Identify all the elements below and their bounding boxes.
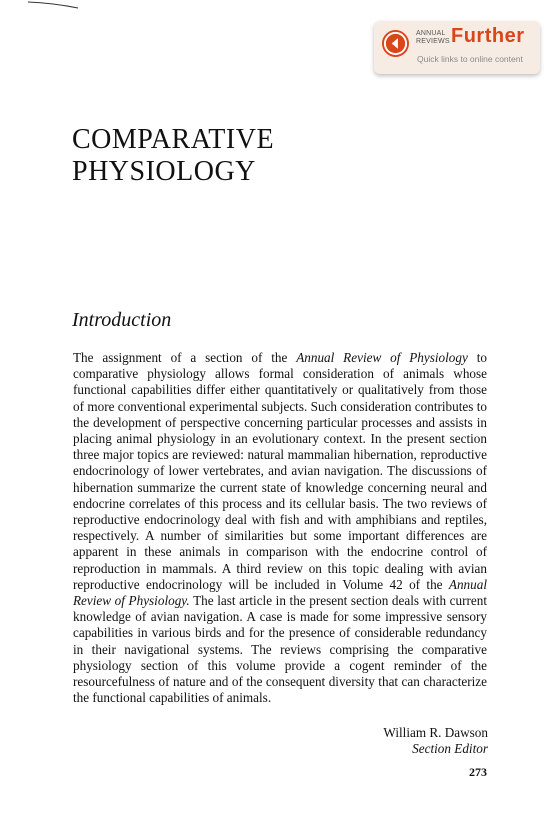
author-name: William R. Dawson	[383, 725, 488, 740]
body-journal-ref-1: Annual Review of Physiology	[296, 350, 468, 365]
body-text-1: The assignment of a section of the	[73, 350, 297, 365]
section-heading: Introduction	[72, 309, 172, 331]
badge-line2: REVIEWS	[416, 38, 450, 45]
body-text-2: to comparative physiology allows formal consideration of animals whose functional capabilities differ either quantitatively or qualitatively from those of more conventional experimental subjects. Such consideration contributes to the development of perspective concerning particular processes and assists in placing animal physiology in an evolutionary context. In the present section three major topics are reviewed: natural mammalian hibernation, reproductive endocrinology of lower vertebrates, and avian navigation. The discussions of hibernation summarize the current state of knowledge concerning neural and endocrine correlates of this process and its cellular basis. The two reviews of reproductive endocrinology deal with fish and with amphibians and reptiles, respectively. A number of similarities but some important differences are apparent in these animals in comparison with the endocrine control of reproduction in mammals. A third review on this topic dealing with avian reproductive endocrinology will be included in Volume 42 of the	[73, 350, 487, 592]
title-line1: COMPARATIVE	[72, 124, 275, 155]
corner-rule-mark	[28, 0, 80, 10]
further-brand: Further	[451, 25, 525, 47]
annual-reviews-wordmark	[416, 30, 450, 46]
author-role: Section Editor	[412, 741, 488, 756]
annual-reviews-further-badge[interactable]	[374, 21, 540, 74]
badge-line1: ANNUAL	[416, 30, 446, 37]
body-journal-ref-2: Annual Review of Physiology.	[73, 576, 487, 609]
body-paragraph	[73, 350, 487, 706]
page-number: 273	[469, 765, 487, 779]
page-title	[72, 124, 274, 188]
body-text-3: The last article in the present section deals with current knowledge of avian navigation. A case is made for some impressive sensory capabilities in various birds and for the presence of considerable redundancy in their navigational systems. The reviews comprising the comparative physiology section of this volume provide a cogent reminder of the resourcefulness of nature and of the consequent diversity that can characterize the functional capabilities of animals.	[73, 593, 487, 706]
signature-block	[383, 725, 488, 757]
title-line2: PHYSIOLOGY	[72, 156, 256, 187]
further-subtitle: Quick links to online content	[417, 54, 523, 64]
play-arrow-icon	[382, 30, 409, 57]
